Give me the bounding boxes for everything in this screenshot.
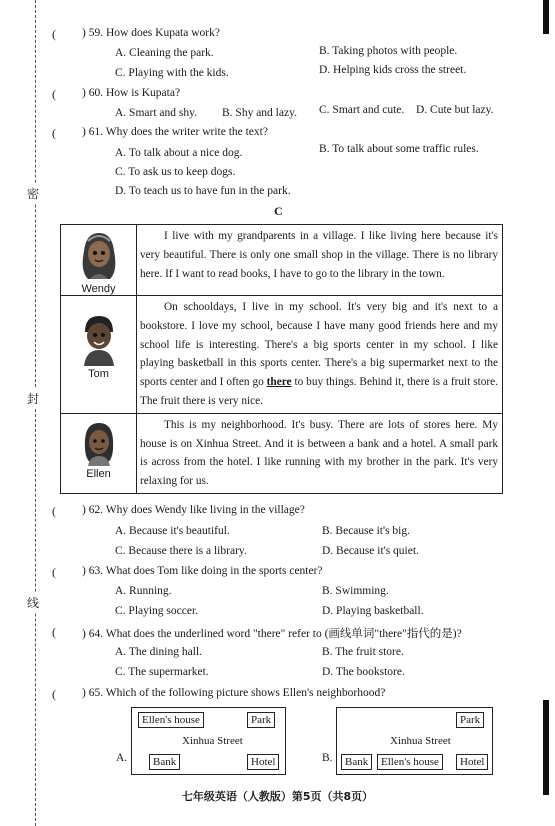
- passage-row-ellen: [61, 413, 503, 493]
- speaker-name: Ellen: [86, 467, 111, 480]
- option-65-a-label: A.: [116, 752, 128, 764]
- speaker-cell: [61, 225, 137, 296]
- question-59: ) 59. How does Kupata work?: [82, 27, 220, 39]
- speaker-cell: [61, 296, 137, 414]
- answer-paren[interactable]: (: [52, 565, 56, 579]
- answer-paren[interactable]: (: [52, 625, 56, 639]
- map-street: Xinhua Street: [390, 735, 451, 747]
- map-hotel: Hotel: [456, 754, 488, 770]
- margin-char-line: 线: [27, 592, 39, 613]
- edge-mark: [543, 700, 549, 795]
- margin-char-seal-2: 封: [27, 388, 39, 409]
- question-65: ) 65. Which of the following picture shows Ellen's neighborhood?: [82, 687, 386, 699]
- girl-avatar-icon: [76, 229, 122, 281]
- page-footer: 七年级英语（人教版）第5页（共8页）: [181, 790, 374, 803]
- option-64-a: A. The dining hall.: [115, 646, 202, 658]
- question-62: ) 62. Why does Wendy like living in the village?: [82, 504, 305, 516]
- answer-paren[interactable]: (: [52, 87, 56, 101]
- option-60-a: A. Smart and shy.: [115, 107, 197, 119]
- answer-paren[interactable]: (: [52, 126, 56, 140]
- option-61-a: A. To talk about a nice dog.: [115, 147, 243, 159]
- option-62-d: D. Because it's quiet.: [322, 545, 419, 557]
- edge-mark: [543, 0, 549, 34]
- speaker-name: Wendy: [81, 283, 116, 295]
- answer-paren[interactable]: (: [52, 504, 56, 518]
- question-64: ) 64. What does the underlined word "there" refer to (画线单词"there"指代的是)?: [82, 628, 462, 640]
- map-bank: Bank: [341, 754, 372, 770]
- option-59-d: D. Helping kids cross the street.: [319, 64, 467, 76]
- option-65-b-label: B.: [322, 752, 333, 764]
- question-60: ) 60. How is Kupata?: [82, 87, 181, 99]
- map-hotel: Hotel: [247, 754, 279, 770]
- option-63-a: A. Running.: [115, 585, 172, 597]
- speaker-cell: [61, 413, 137, 493]
- map-park: Park: [247, 712, 275, 728]
- section-title: C: [274, 204, 283, 218]
- passage-row-wendy: [61, 225, 503, 296]
- map-option-b[interactable]: [336, 707, 493, 775]
- girl-avatar-icon: [76, 418, 122, 466]
- option-63-b: B. Swimming.: [322, 585, 389, 597]
- option-61-d: D. To teach us to have fun in the park.: [115, 185, 291, 197]
- question-61: ) 61. Why does the writer write the text?: [82, 126, 268, 138]
- map-street: Xinhua Street: [182, 735, 243, 747]
- map-option-a[interactable]: [131, 707, 286, 775]
- option-59-a: A. Cleaning the park.: [115, 47, 214, 59]
- option-64-d: D. The bookstore.: [322, 666, 405, 678]
- option-64-b: B. The fruit store.: [322, 646, 404, 658]
- option-61-c: C. To ask us to keep dogs.: [115, 166, 236, 178]
- underlined-word: there: [266, 376, 292, 389]
- option-62-a: A. Because it's beautiful.: [115, 525, 230, 537]
- passage-text: I live with my grandparents in a village. I like living here because it's very beautiful. There is only one small shop in the village. There is no library here. If I want to read books, I have to go to the library in the town.: [137, 225, 503, 296]
- option-60-b: B. Shy and lazy.: [222, 107, 297, 119]
- map-ellens-house: Ellen's house: [377, 754, 443, 770]
- option-61-b: B. To talk about some traffic rules.: [319, 143, 479, 155]
- answer-paren[interactable]: (: [52, 687, 56, 701]
- passage-text-part: On schooldays, I live in my school. It's very big and it's next to a bookstore. I love my school, because I have many good friends here and my school life is interesting. There's a big sports center in my school. I like playing basketball in this sports center. There's a big supermarket next to the sports center and I often go: [140, 301, 498, 389]
- option-63-d: D. Playing basketball.: [322, 605, 424, 617]
- passage-text-part: to buy things. Behind it, there is a fruit store. The fruit there is very nice.: [140, 376, 499, 407]
- option-60-d: D. Cute but lazy.: [416, 104, 494, 116]
- passage-text: [137, 296, 503, 414]
- passage-text: This is my neighborhood. It's busy. There are lots of stores here. My house is on Xinhua Street. And it is between a bank and a hotel. A small park is across from the hotel. I like running with my brother in the park. It's very relaxing for us.: [137, 413, 503, 493]
- margin-char-seal: 密: [27, 183, 39, 204]
- question-63: ) 63. What does Tom like doing in the sports center?: [82, 565, 323, 577]
- map-bank: Bank: [149, 754, 180, 770]
- option-59-b: B. Taking photos with people.: [319, 45, 458, 57]
- passage-row-tom: [61, 296, 503, 414]
- option-60-c: C. Smart and cute.: [319, 104, 405, 116]
- option-62-c: C. Because there is a library.: [115, 545, 247, 557]
- boy-avatar-icon: [76, 312, 122, 366]
- map-ellens-house: Ellen's house: [138, 712, 204, 728]
- binding-dashed-line: [35, 0, 36, 826]
- answer-paren[interactable]: (: [52, 27, 56, 41]
- passage-table: [60, 224, 503, 494]
- option-62-b: B. Because it's big.: [322, 525, 410, 537]
- speaker-name: Tom: [88, 368, 109, 380]
- map-park: Park: [456, 712, 484, 728]
- option-63-c: C. Playing soccer.: [115, 605, 199, 617]
- option-64-c: C. The supermarket.: [115, 666, 209, 678]
- option-59-c: C. Playing with the kids.: [115, 67, 229, 79]
